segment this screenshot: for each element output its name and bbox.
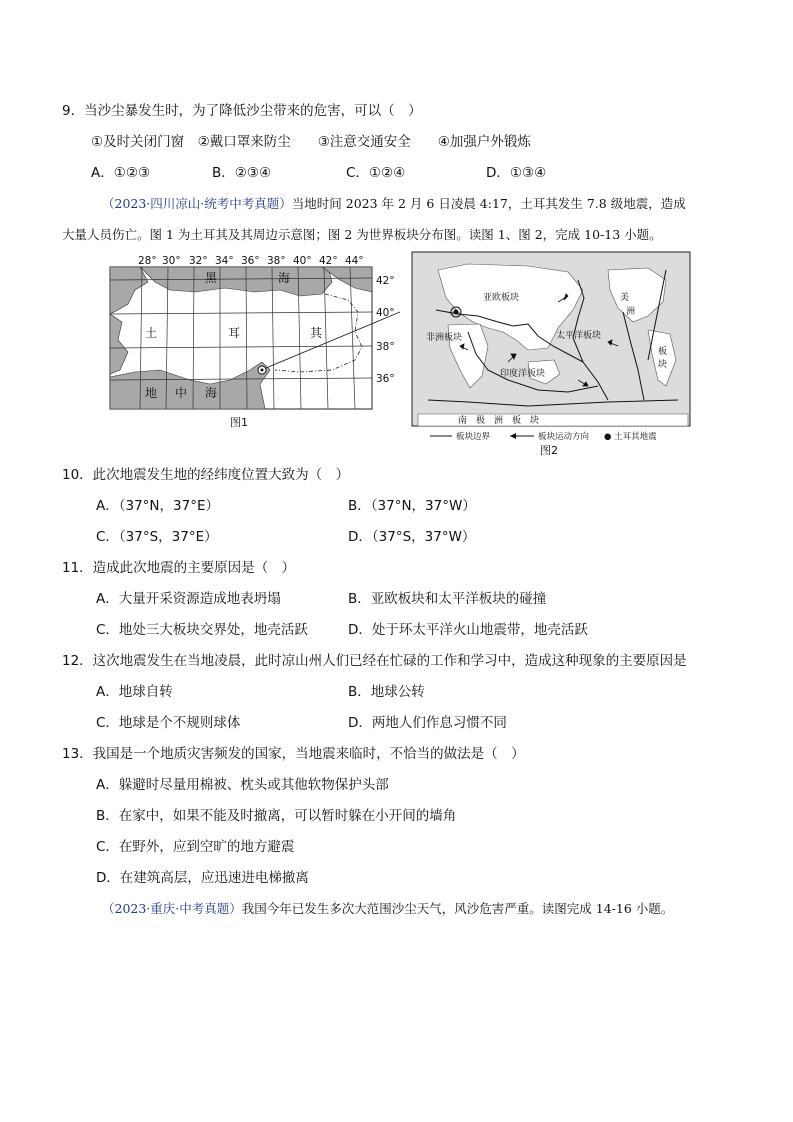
lon-label: 42° <box>319 255 338 267</box>
black-sea-label: 黑 <box>205 271 218 285</box>
turkey-label: 耳 <box>228 326 241 340</box>
q9-option-d: D．①③④ <box>486 165 547 181</box>
q9-option-b: B．②③④ <box>212 165 272 181</box>
plate-label: 板 <box>658 347 668 357</box>
q13-stem: 13．我国是一个地质灾害频发的国家，当地震来临时，不恰当的做法是（ ） <box>62 746 525 762</box>
intro1-text1: 当地时间 2023 年 2 月 6 日凌晨 4:17，土耳其发生 7.8 级地震，造成 <box>291 196 686 211</box>
figure-1-caption: 图1 <box>230 416 248 429</box>
black-sea-label: 海 <box>278 271 291 285</box>
med-sea-label: 海 <box>205 386 218 400</box>
lon-label: 38° <box>267 255 286 267</box>
antarctic-plate-label: 南 极 洲 板 块 <box>458 416 540 426</box>
intro2-line <box>102 900 673 918</box>
q11-option-b: B．亚欧板块和太平洋板块的碰撞 <box>348 591 547 607</box>
america-label: 洲 <box>626 307 636 317</box>
intro2-source: （2023·重庆·中考真题） <box>102 901 242 916</box>
q10-option-c: C．（37°S，37°E） <box>96 529 218 545</box>
q10-option-b: B．（37°N，37°W） <box>348 498 476 514</box>
q13-option-b: B．在家中，如果不能及时撤离，可以暂时躲在小开间的墙角 <box>96 808 457 824</box>
lat-label: 38° <box>376 341 395 353</box>
q13-option-a: A．躲避时尽量用棉被、枕头或其他软物保护头部 <box>96 777 389 793</box>
lat-label: 36° <box>376 373 395 385</box>
lon-label: 44° <box>345 255 364 267</box>
legend-boundary: 板块边界 <box>456 432 491 442</box>
plate-label: 块 <box>658 360 668 370</box>
q12-stem: 12．这次地震发生在当地凌晨，此时凉山州人们已经在忙碌的工作和学习中，造成这种现象的主要原因是 <box>62 653 687 669</box>
lon-label: 36° <box>241 255 260 267</box>
q11-option-a: A．大量开采资源造成地表坍塌 <box>96 591 281 607</box>
q12-option-c: C．地球是个不规则球体 <box>96 715 241 731</box>
q11-option-d: D．处于环太平洋火山地震带，地壳活跃 <box>348 622 588 638</box>
eurasian-plate-label: 亚欧板块 <box>483 293 520 303</box>
q10-stem: 10．此次地震发生地的经纬度位置大致为（ ） <box>62 467 350 483</box>
q9-option-c: C．①②④ <box>346 165 406 181</box>
turkey-label: 其 <box>310 326 323 340</box>
med-sea-label: 中 <box>175 386 188 400</box>
q9-items: ①及时关闭门窗 ②戴口罩来防尘 ③注意交通安全 ④加强户外锻炼 <box>91 134 531 150</box>
q12-option-d: D．两地人们作息习惯不同 <box>348 715 507 731</box>
lat-label: 40° <box>376 307 395 319</box>
figure-1-turkey-map <box>100 252 400 432</box>
pacific-plate-label: 太平洋板块 <box>556 331 602 341</box>
q11-stem: 11．造成此次地震的主要原因是（ ） <box>62 560 296 576</box>
america-label: 美 <box>620 293 630 303</box>
legend-motion: 板块运动方向 <box>538 432 590 442</box>
intro1-line1 <box>102 195 686 213</box>
lat-label: 42° <box>376 275 395 287</box>
lon-label: 32° <box>189 255 208 267</box>
legend-quake: ● 土耳其地震 <box>604 432 657 442</box>
figure-2-caption: 图2 <box>540 444 558 457</box>
intro2-text: 我国今年已发生多次大范围沙尘天气，风沙危害严重。读图完成 14-16 小题。 <box>241 901 674 916</box>
lon-label: 28° <box>138 255 157 267</box>
q13-option-c: C．在野外，应到空旷的地方避震 <box>96 839 295 855</box>
figure-2-world-plates-map <box>408 250 694 460</box>
med-sea-label: 地 <box>145 386 158 400</box>
q9-stem: 9．当沙尘暴发生时，为了降低沙尘带来的危害，可以（ ） <box>62 103 422 119</box>
q10-option-d: D．（37°S，37°W） <box>348 529 476 545</box>
lon-label: 34° <box>215 255 234 267</box>
intro1-line2: 大量人员伤亡。图 1 为土耳其及其周边示意图；图 2 为世界板块分布图。读图 1、图 2，完成 10-13 小题。 <box>62 227 662 242</box>
indian-plate-label: 印度洋板块 <box>500 369 546 379</box>
lon-label: 30° <box>162 255 181 267</box>
african-plate-label: 非洲板块 <box>426 333 463 343</box>
q12-option-b: B．地球公转 <box>348 684 425 700</box>
q9-option-a: A．①②③ <box>91 165 151 181</box>
q10-option-a: A．（37°N，37°E） <box>96 498 219 514</box>
q11-option-c: C．地处三大板块交界处，地壳活跃 <box>96 622 308 638</box>
q13-option-d: D．在建筑高层，应迅速进电梯撤离 <box>96 870 309 886</box>
turkey-label: 土 <box>145 326 158 340</box>
intro1-source: （2023·四川凉山·统考中考真题） <box>102 196 292 211</box>
lon-label: 40° <box>293 255 312 267</box>
q12-option-a: A．地球自转 <box>96 684 173 700</box>
